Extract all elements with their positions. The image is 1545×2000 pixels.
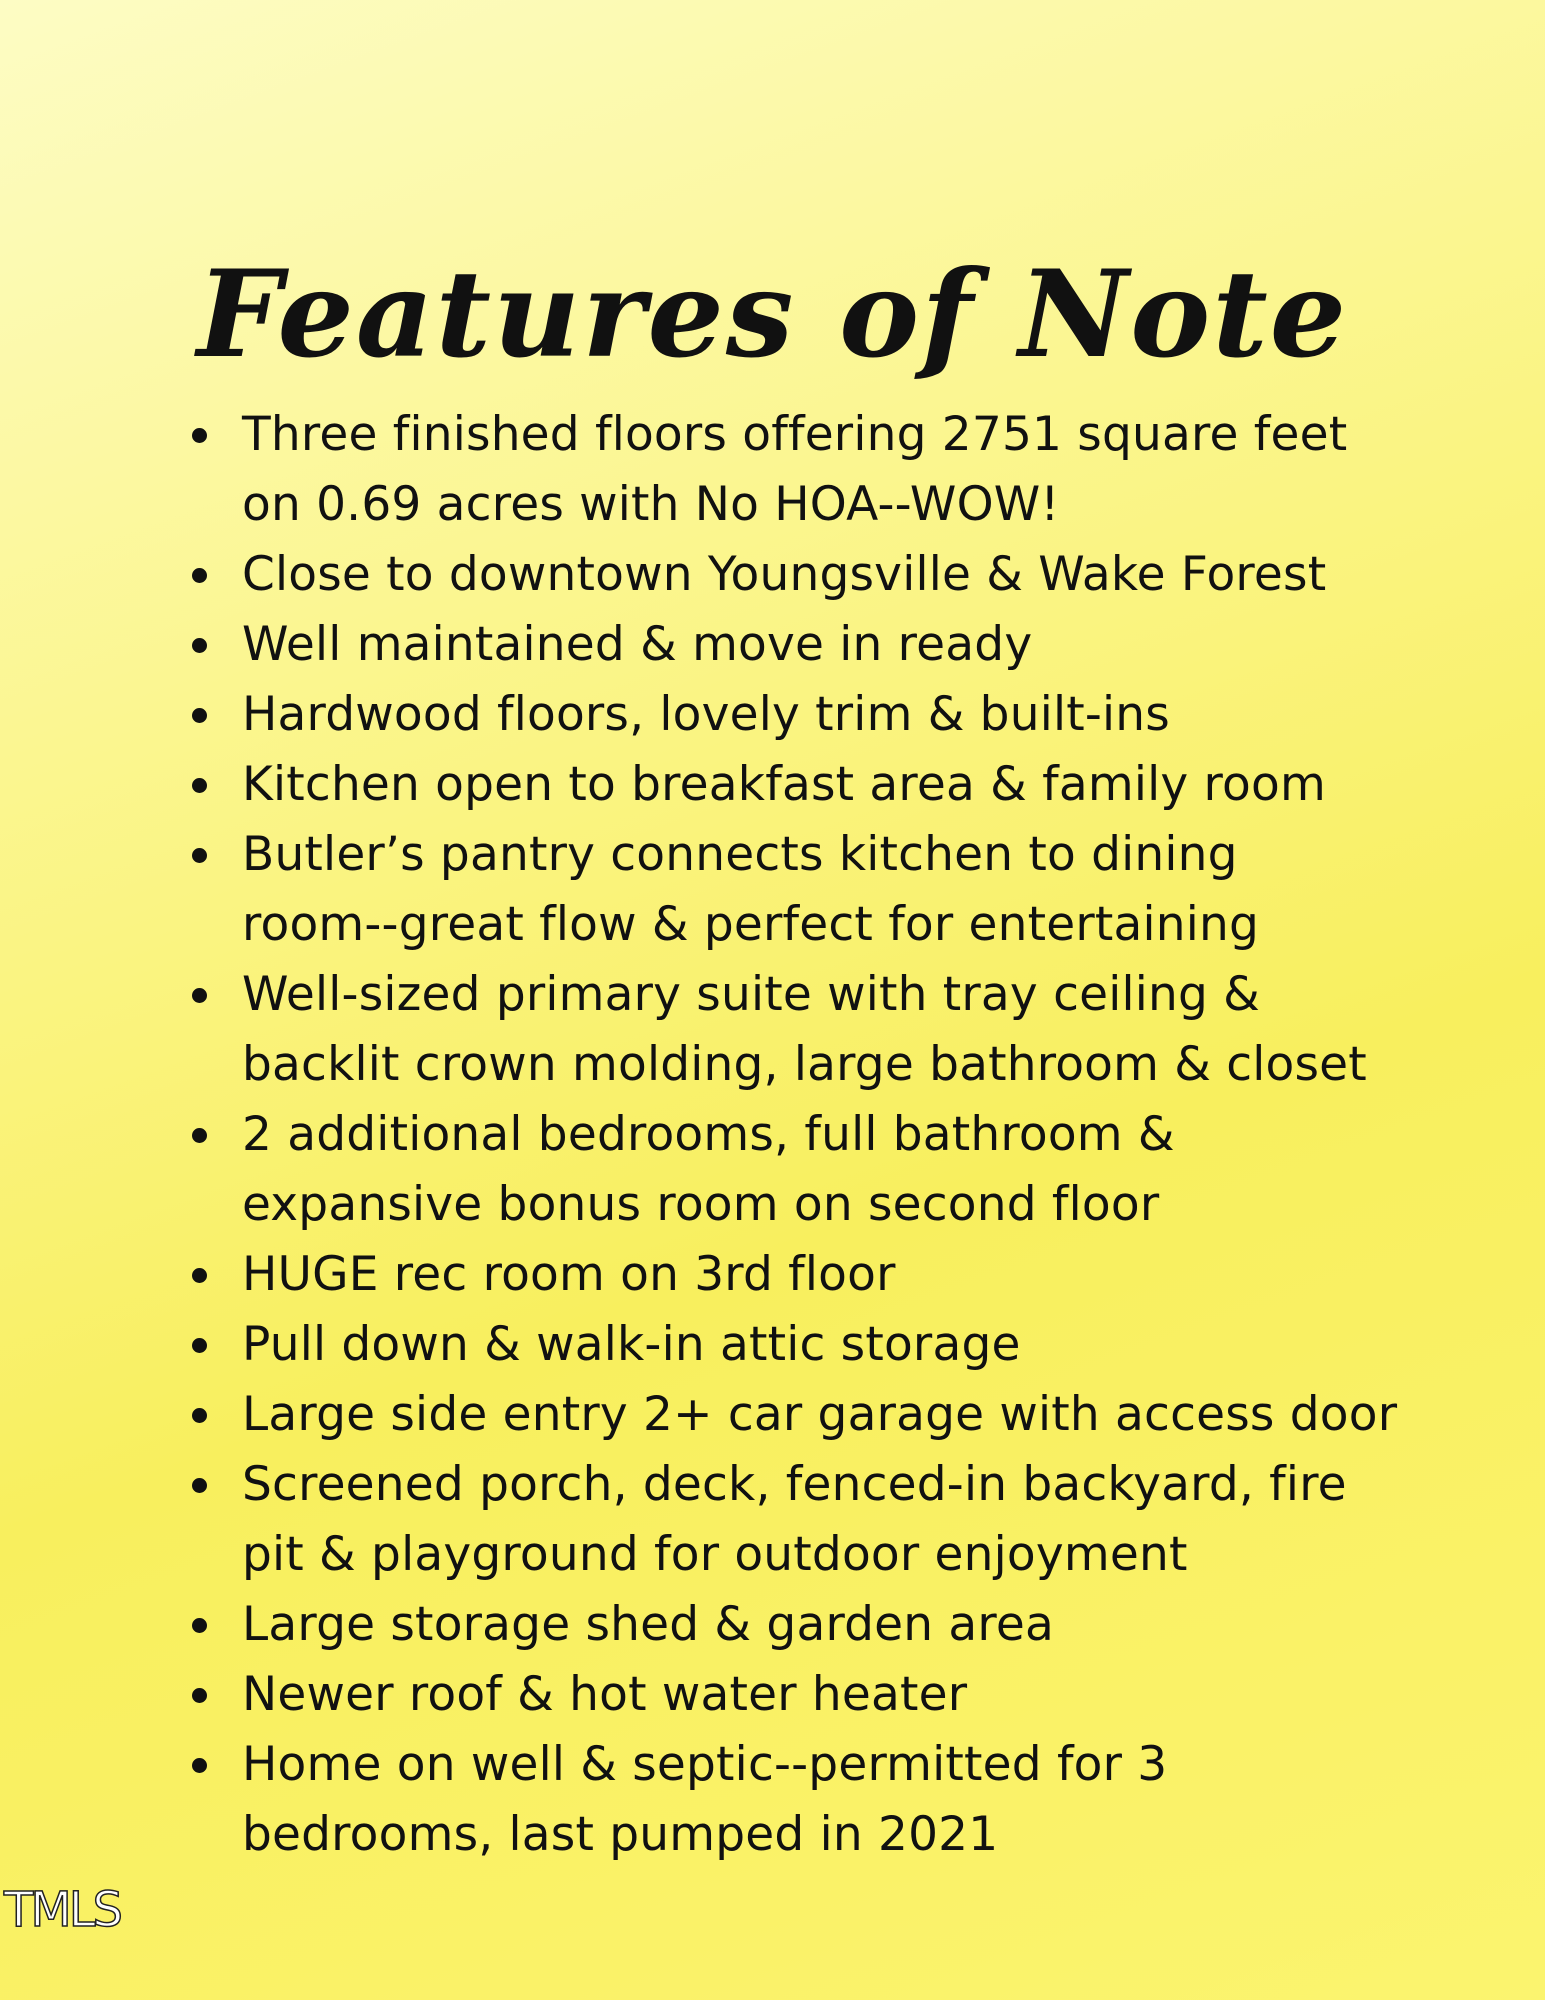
page-title: Features of Note xyxy=(196,244,1349,386)
feature-text: Home on well & septic--permitted for 3 xyxy=(242,1737,1168,1792)
feature-text: Large side entry 2+ car garage with access door xyxy=(242,1387,1398,1442)
feature-text: expansive bonus room on second floor xyxy=(242,1177,1160,1232)
feature-item xyxy=(190,680,1420,750)
feature-text: backlit crown molding, large bathroom & closet xyxy=(242,1037,1367,1092)
feature-text: Close to downtown Youngsville & Wake Forest xyxy=(242,547,1327,602)
feature-item xyxy=(190,1380,1420,1450)
feature-item xyxy=(190,1450,1420,1590)
feature-item xyxy=(190,820,1420,960)
feature-item xyxy=(190,400,1420,540)
feature-text: Butler’s pantry connects kitchen to dining xyxy=(242,827,1238,882)
feature-item xyxy=(190,1660,1420,1730)
feature-list xyxy=(190,400,1420,1870)
feature-text: Screened porch, deck, fenced-in backyard, fire xyxy=(242,1457,1347,1512)
feature-text: on 0.69 acres with No HOA--WOW! xyxy=(242,477,1060,532)
feature-item xyxy=(190,1590,1420,1660)
feature-item xyxy=(190,750,1420,820)
feature-item xyxy=(190,1310,1420,1380)
feature-text: pit & playground for outdoor enjoyment xyxy=(242,1527,1188,1582)
feature-text: Large storage shed & garden area xyxy=(242,1597,1055,1652)
feature-text: Three finished floors offering 2751 square feet xyxy=(242,407,1348,462)
feature-text: Pull down & walk-in attic storage xyxy=(242,1317,1021,1372)
feature-text: 2 additional bedrooms, full bathroom & xyxy=(242,1107,1175,1162)
feature-item xyxy=(190,960,1420,1100)
feature-text: Well-sized primary suite with tray ceiling & xyxy=(242,967,1261,1022)
feature-text: Hardwood floors, lovely trim & built-ins xyxy=(242,687,1170,742)
feature-item xyxy=(190,1730,1420,1870)
feature-item xyxy=(190,1100,1420,1240)
feature-text: bedrooms, last pumped in 2021 xyxy=(242,1807,999,1862)
feature-text: HUGE rec room on 3rd floor xyxy=(242,1247,896,1302)
watermark-logo: TMLS xyxy=(4,1882,120,1938)
feature-text: room--great flow & perfect for entertaining xyxy=(242,897,1260,952)
feature-text: Well maintained & move in ready xyxy=(242,617,1033,672)
feature-text: Newer roof & hot water heater xyxy=(242,1667,968,1722)
feature-item xyxy=(190,610,1420,680)
feature-text: Kitchen open to breakfast area & family room xyxy=(242,757,1326,812)
feature-item xyxy=(190,1240,1420,1310)
feature-item xyxy=(190,540,1420,610)
